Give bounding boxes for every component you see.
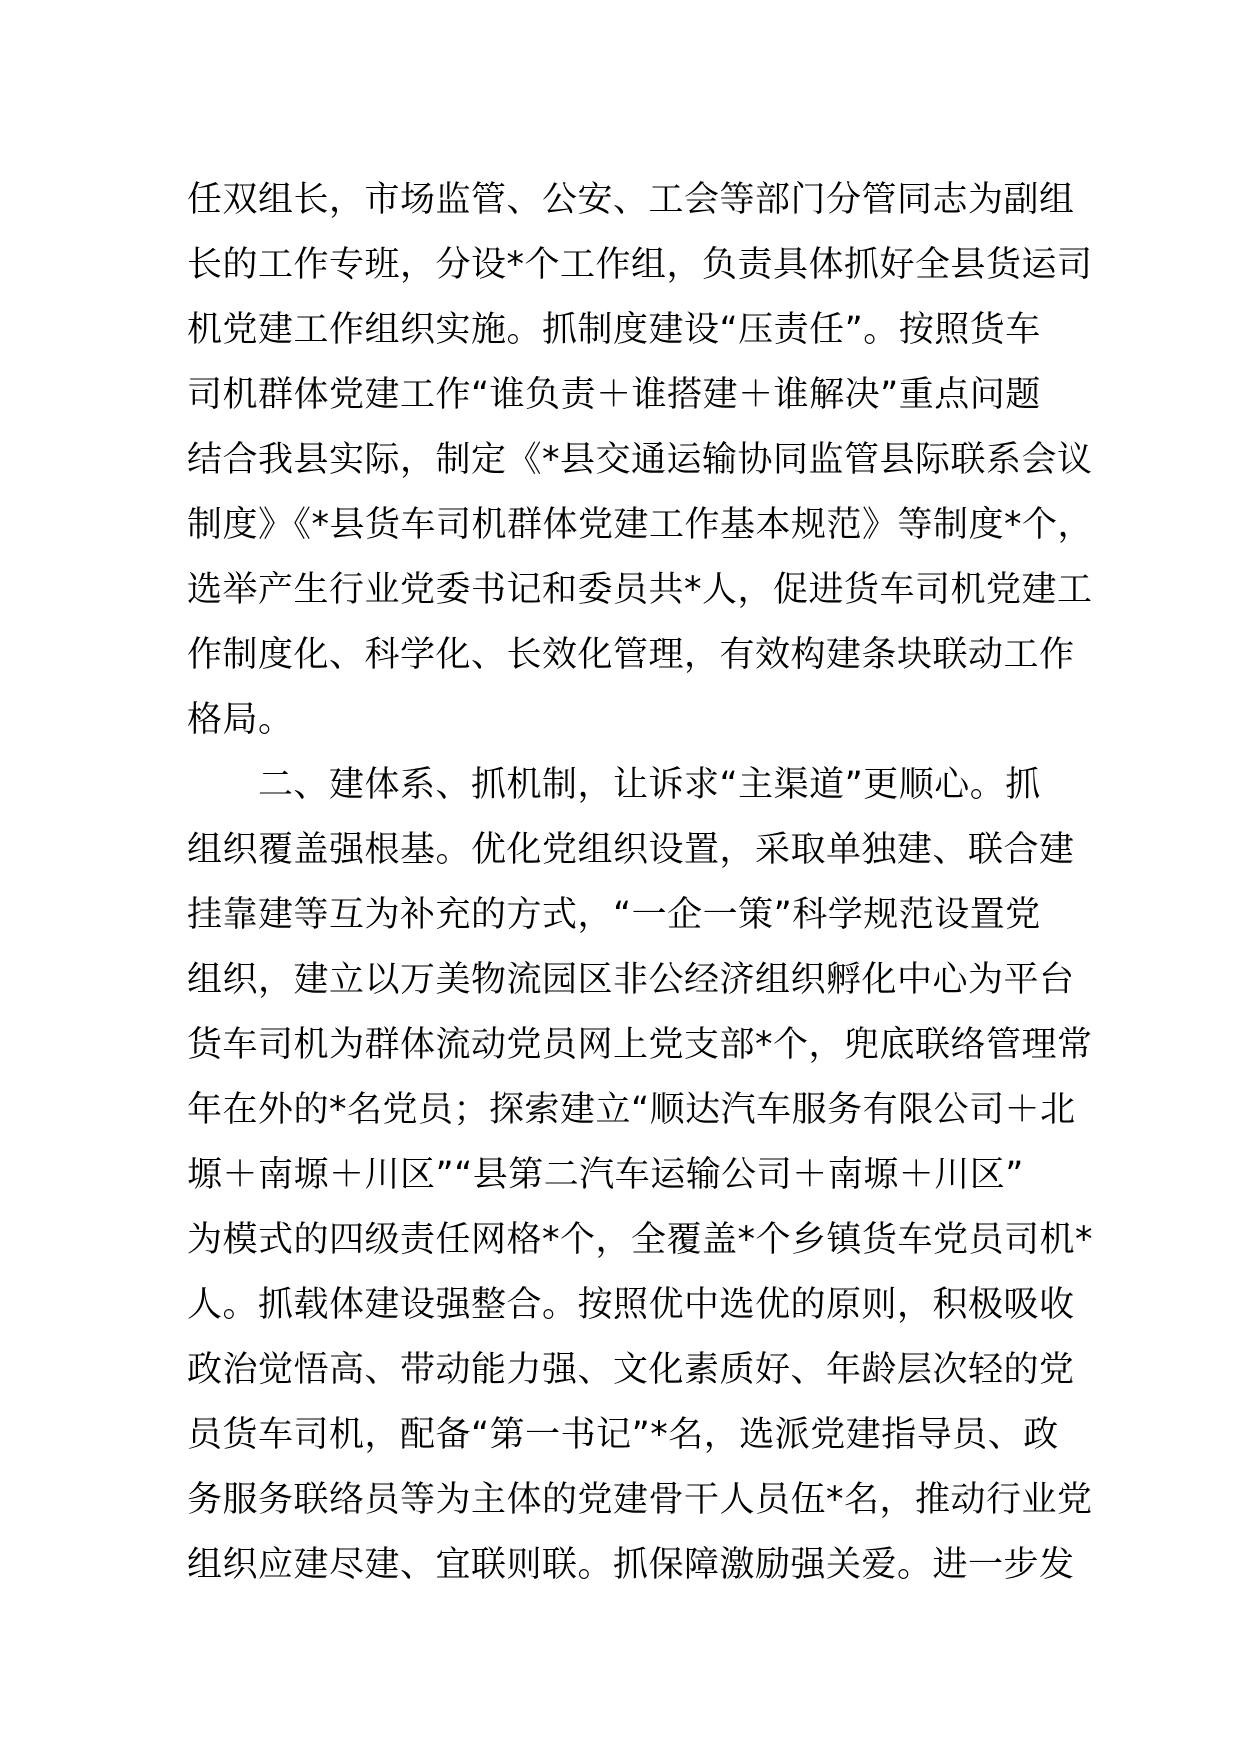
text-line: 制度》《*县货车司机群体党建工作基本规范》等制度*个， [187, 505, 1094, 545]
text-line: 组织覆盖强根基。优化党组织设置，采取单独建、联合建 [187, 830, 1075, 870]
text-line: 挂靠建等互为补充的方式，“一企一策”科学规范设置党 [187, 895, 1041, 935]
text-line: 年在外的*名党员；探索建立“顺达汽车服务有限公司＋北 [187, 1090, 1076, 1130]
text-line: 格局。 [187, 700, 294, 740]
text-line: 组织，建立以万美物流园区非公经济组织孵化中心为平台 [187, 960, 1075, 1000]
text-line: 选举产生行业党委书记和委员共*人，促进货车司机党建工 [187, 570, 1093, 610]
text-line: 长的工作专班，分设*个工作组，负责具体抓好全县货运司 [187, 245, 1093, 285]
text-line: 货车司机为群体流动党员网上党支部*个，兜底联络管理常 [187, 1025, 1093, 1065]
text-line: 机党建工作组织实施。抓制度建设“压责任”。按照货车 [187, 310, 1041, 350]
text-line: 司机群体党建工作“谁负责＋谁搭建＋谁解决”重点问题 [187, 375, 1041, 415]
body-text [187, 168, 1094, 1598]
text-line: 组织应建尽建、宜联则联。抓保障激励强关爱。进一步发 [187, 1545, 1075, 1585]
text-line: 任双组长，市场监管、公安、工会等部门分管同志为副组 [187, 180, 1075, 220]
text-line: 员货车司机，配备“第一书记”*名，选派党建指导员、政 [187, 1415, 1059, 1455]
text-line: 为模式的四级责任网格*个，全覆盖*个乡镇货车党员司机* [187, 1220, 1094, 1260]
section-heading-line: 二、建体系、抓机制，让诉求“主渠道”更顺心。抓 [187, 765, 1041, 805]
text-line: 政治觉悟高、带动能力强、文化素质好、年龄层次轻的党 [187, 1350, 1075, 1390]
text-line: 务服务联络员等为主体的党建骨干人员伍*名，推动行业党 [187, 1480, 1093, 1520]
text-line: 塬＋南塬＋川区”“县第二汽车运输公司＋南塬＋川区” [187, 1155, 1024, 1195]
text-line: 人。抓载体建设强整合。按照优中选优的原则，积极吸收 [187, 1285, 1075, 1325]
text-line: 作制度化、科学化、长效化管理，有效构建条块联动工作 [187, 635, 1075, 675]
text-line: 结合我县实际，制定《*县交通运输协同监管县际联系会议 [187, 440, 1093, 480]
